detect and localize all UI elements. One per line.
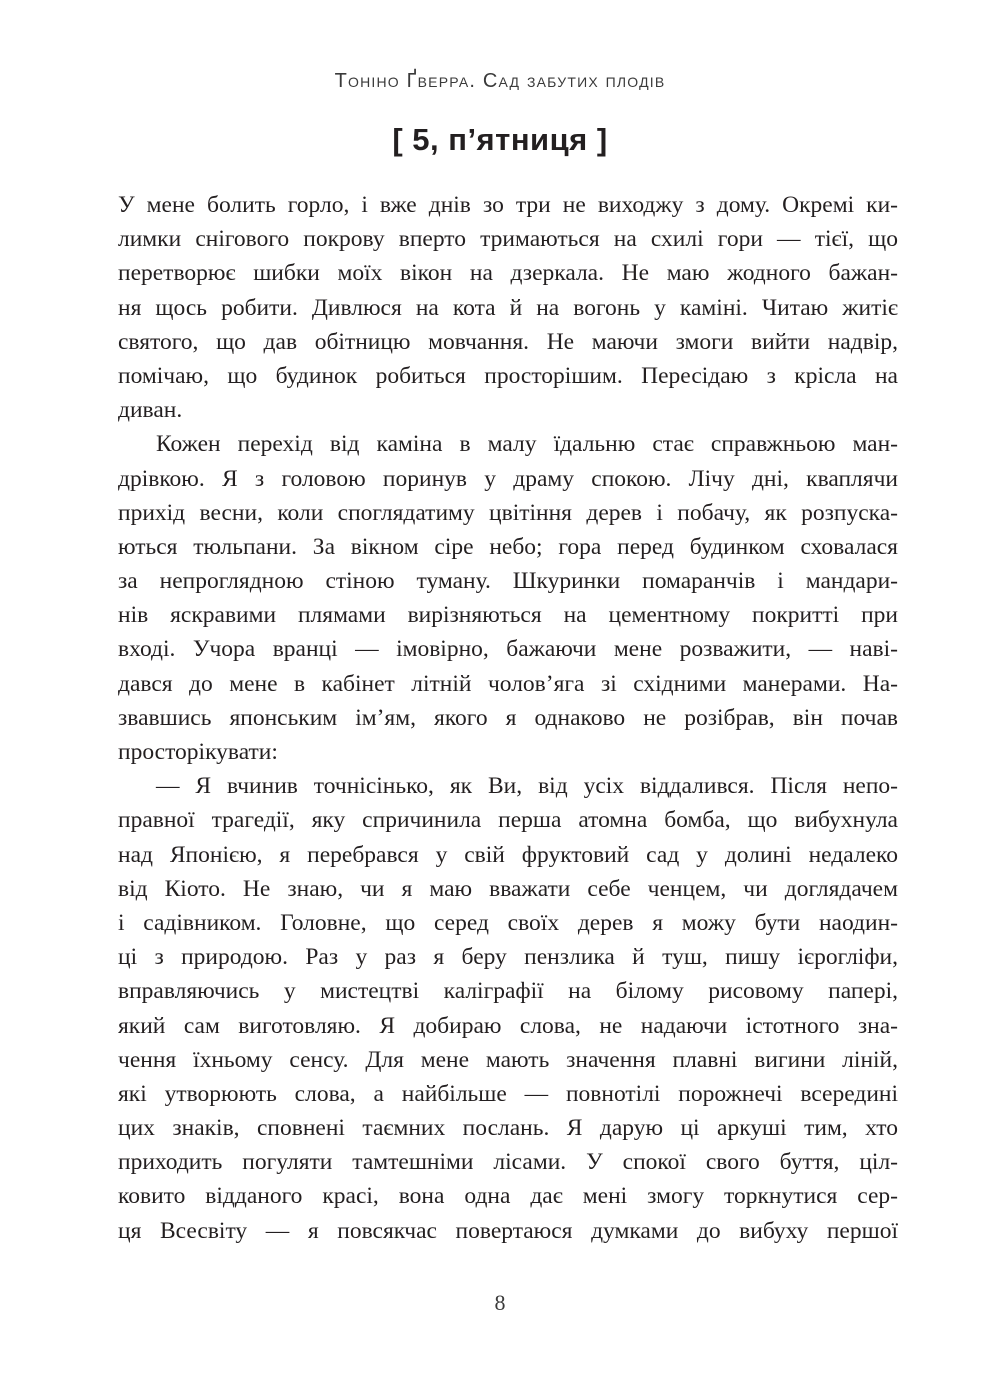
text-line: Кожен перехід від каміна в малу їдальню стає справжньою ман- [156, 431, 898, 458]
text-line: ються тюльпани. За вікном сіре небо; гора перед будинком сховалася [118, 533, 898, 560]
text-line: від Кіото. Не знаю, чи я маю вважати себе ченцем, чи доглядачем [118, 875, 898, 902]
page-number: 8 [494, 1290, 506, 1315]
text-line: дрівкою. Я з головою поринув у драму спокою. Лічу дні, кваплячи [118, 465, 898, 492]
text-line: приходить погуляти тамтешніми лісами. У спокої свого буття, ціл- [118, 1149, 898, 1176]
paragraph-2 [118, 427, 898, 769]
text-line: помічаю, що будинок робиться просторішим. Пересідаю з крісла на [118, 362, 898, 389]
text-line: святого, що дав обітницю мовчання. Не маючи змоги вийти надвір, [118, 328, 898, 355]
text-body [118, 188, 898, 1248]
text-line: диван. [118, 397, 183, 424]
text-line: У мене болить горло, і вже днів зо три не виходжу з дому. Окремі ки- [118, 192, 898, 218]
text-line: ня щось робити. Дивлюся на кота й на вогонь у каміні. Читаю житіє [118, 294, 898, 321]
paragraph-3 [118, 769, 898, 1248]
text-line: і садівником. Головне, що серед своїх дерев я можу бути наодин- [118, 909, 898, 936]
text-line: перетворює шибки моїх вікон на дзеркала. Не маю жодного бажан- [118, 260, 898, 287]
text-line: правної трагедії, яку спричинила перша атомна бомба, що вибухнула [118, 807, 898, 834]
text-line: ці з природою. Раз у раз я беру пензлика й туш, пишу ієрогліфи, [118, 944, 898, 971]
text-line: які утворюють слова, а найбільше — повнотілі порожнечі всередині [118, 1080, 898, 1107]
chapter-title: [ 5, п’ятниця ] [392, 122, 608, 157]
text-line: прихід весни, коли споглядатиму цвітіння дерев і побачу, як розпуска- [118, 499, 898, 526]
running-head: Тоніно Ґверра. Сад забутих плодів [334, 70, 666, 92]
text-line: ця Всесвіту — я повсякчас повертаюся думками до вибуху першої [118, 1217, 898, 1244]
text-line: цих знаків, сповнені таємних послань. Я дарую ці аркуші тим, хто [118, 1115, 898, 1142]
text-line: лимки снігового покрову вперто тримаються на схилі гори — тієї, що [118, 226, 898, 253]
text-line: просторікувати: [118, 739, 278, 765]
text-line: нів яскравими плямами вирізняються на цементному покритті при [118, 602, 898, 629]
text-line: звавшись японським імʼям, якого я однаково не розібрав, він почав [118, 704, 898, 731]
text-line: над Японією, я перебрався у свій фруктовий сад у долині недалеко [118, 841, 898, 868]
text-line: вході. Учора вранці — імовірно, бажаючи мене розважити, — наві- [118, 636, 898, 663]
text-line: вправляючись у мистецтві каліграфії на білому рисовому папері, [118, 978, 898, 1005]
text-line: — Я вчинив точнісінько, як Ви, від усіх віддалився. Після непо- [156, 773, 898, 800]
text-line: за непроглядною стіною туману. Шкуринки помаранчів і мандари- [118, 568, 898, 595]
text-line: дався до мене в кабінет літній чоловʼяга зі східними манерами. На- [118, 670, 898, 697]
text-line: чення їхньому сенсу. Для мене мають значення плавні вигини ліній, [118, 1046, 898, 1073]
paragraph-1 [118, 188, 898, 427]
text-line: ковито відданого красі, вона одна дає мені змогу торкнутися сер- [118, 1183, 898, 1210]
text-line: який сам виготовляю. Я добираю слова, не надаючи істотного зна- [118, 1012, 898, 1039]
